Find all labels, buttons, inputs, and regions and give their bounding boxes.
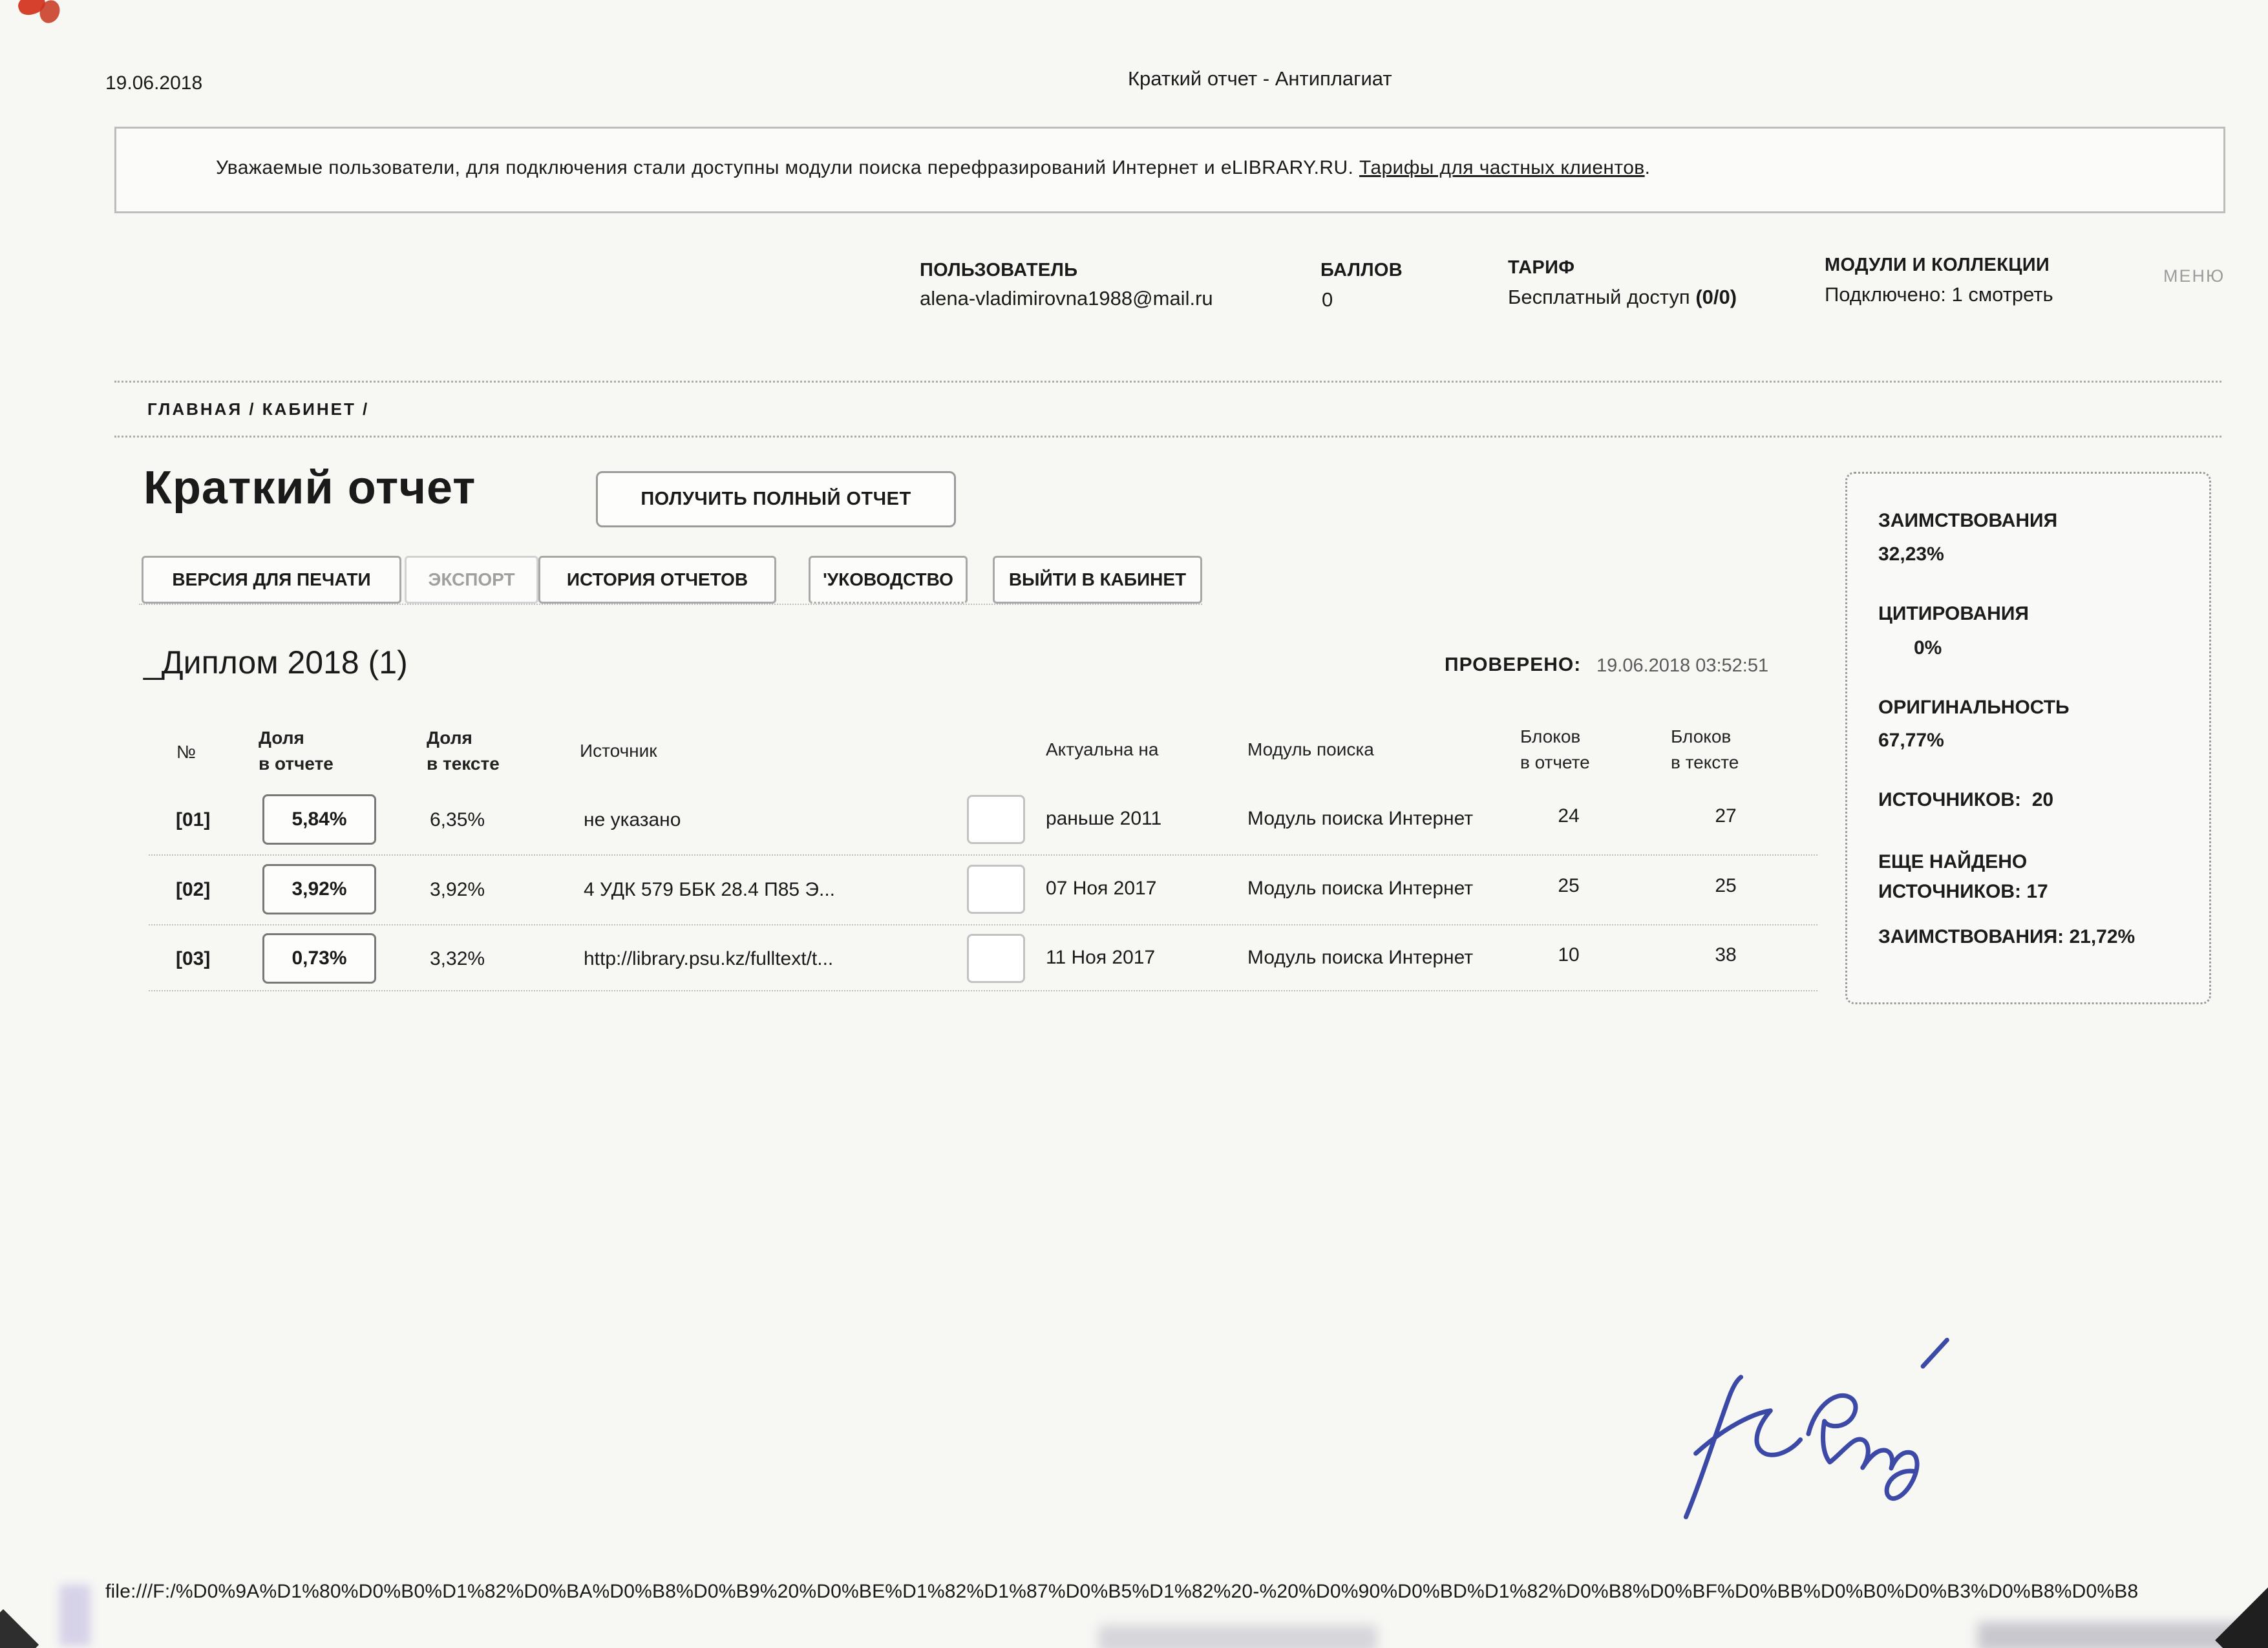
modules-label: МОДУЛИ И КОЛЛЕКЦИИ xyxy=(1825,255,2050,275)
borrowings2-label: ЗАИМСТВОВАНИЯ: xyxy=(1878,926,2064,947)
originality-label: ОРИГИНАЛЬНОСТЬ xyxy=(1878,697,2070,718)
row-divider xyxy=(149,924,1818,925)
tariff-name: Бесплатный доступ xyxy=(1508,286,1696,308)
tab-guide[interactable]: 'УКОВОДСТВО xyxy=(809,556,968,604)
more-found-label: ИСТОЧНИКОВ: xyxy=(1878,881,2022,902)
borrowings-value: 32,23% xyxy=(1878,544,1944,565)
document-title: _Диплом 2018 (1) xyxy=(143,644,408,681)
col-header-share-text-line1: Доля xyxy=(427,728,472,748)
col-header-blocks-text-line1: Блоков xyxy=(1671,726,1732,746)
handwritten-signature xyxy=(1629,1327,1965,1543)
actual-date: раньше 2011 xyxy=(1046,808,1162,829)
divider-tabs xyxy=(139,604,1202,605)
scan-corner-shadow xyxy=(2215,1585,2268,1648)
source-checkbox[interactable] xyxy=(967,865,1025,914)
checked-timestamp: 19.06.2018 03:52:51 xyxy=(1596,655,1769,676)
originality-value: 67,77% xyxy=(1878,730,1944,751)
page-title: Краткий отчет xyxy=(143,462,476,514)
col-header-share-report-line1: Доля xyxy=(259,728,304,748)
col-header-share-report-line2: в отчете xyxy=(259,754,334,774)
actual-date: 07 Ноя 2017 xyxy=(1046,878,1157,899)
tab-export[interactable]: ЭКСПОРТ xyxy=(405,556,538,604)
menu-button[interactable]: МЕНЮ xyxy=(2163,266,2225,286)
search-module: Модуль поиска Интернет xyxy=(1247,878,1474,899)
col-header-num: № xyxy=(176,742,196,762)
col-header-blocks-report-line1: Блоков xyxy=(1520,726,1581,746)
search-module: Модуль поиска Интернет xyxy=(1247,808,1474,829)
citations-value: 0% xyxy=(1914,637,1942,659)
more-found-line1: ЕЩЕ НАЙДЕНО xyxy=(1878,851,2028,872)
banner-message: Уважаемые пользователи, для подключения стали доступны модули поиска перефразирований Интернет и eLIBRARY.RU. xyxy=(216,157,1360,178)
blocks-in-report: 10 xyxy=(1558,944,1580,966)
borrowings2-value: 21,72% xyxy=(2069,926,2136,947)
col-header-blocks-text xyxy=(1671,724,1739,776)
banner-period: . xyxy=(1644,157,1651,178)
footer-file-url: file:///F:/%D0%9A%D1%80%D0%B0%D1%82%D0%BA%D0%B8%D0%B9%20%D0%BE%D1%82%D1%87%D0%B5%D1%82%20-%20%D0%90%D0%BD%D1%82%D0%B8%D0%BF%D0%BB%D0%B0%D0%B3%D0%B8%D0%B8 xyxy=(105,1581,2139,1602)
row-divider xyxy=(149,854,1818,856)
source-row-num: [02] xyxy=(176,879,211,900)
col-header-blocks-report-line2: в отчете xyxy=(1520,752,1590,772)
sources-count xyxy=(1878,789,2053,811)
modules-connected: Подключено: 1 xyxy=(1825,283,1969,306)
source-row-num: [03] xyxy=(176,948,211,969)
row-divider xyxy=(149,990,1818,991)
source-checkbox[interactable] xyxy=(967,795,1025,844)
borrowings-found-count xyxy=(1878,926,2135,948)
share-report-button[interactable]: 0,73% xyxy=(262,933,376,984)
breadcrumb[interactable]: ГЛАВНАЯ / КАБИНЕТ / xyxy=(147,399,370,419)
tariffs-link[interactable]: Тарифы для частных клиентов xyxy=(1359,157,1645,178)
citations-label: ЦИТИРОВАНИЯ xyxy=(1878,603,2029,624)
print-date: 19.06.2018 xyxy=(105,72,203,94)
source-name: 4 УДК 579 ББК 28.4 П85 Э... xyxy=(584,879,835,900)
blocks-in-report: 25 xyxy=(1558,875,1580,896)
more-found-value: 17 xyxy=(2026,881,2048,902)
scan-smudge xyxy=(1978,1622,2249,1648)
sources-value: 20 xyxy=(2031,789,2054,810)
get-full-report-button[interactable]: ПОЛУЧИТЬ ПОЛНЫЙ ОТЧЕТ xyxy=(596,471,956,527)
summary-panel xyxy=(1845,472,2211,1004)
col-header-share-text-line2: в тексте xyxy=(427,754,500,774)
col-header-actual: Актуальна на xyxy=(1046,739,1159,759)
tab-print-version[interactable]: ВЕРСИЯ ДЛЯ ПЕЧАТИ xyxy=(142,556,401,604)
tariff-label: ТАРИФ xyxy=(1508,257,1575,278)
blocks-in-text: 25 xyxy=(1715,875,1737,896)
share-text-value: 3,32% xyxy=(430,948,485,969)
col-header-share-report xyxy=(259,725,334,777)
col-header-blocks-report xyxy=(1520,724,1590,776)
col-header-module: Модуль поиска xyxy=(1247,739,1374,759)
actual-date: 11 Ноя 2017 xyxy=(1046,947,1156,968)
checked-label: ПРОВЕРЕНО: xyxy=(1445,654,1582,675)
share-text-value: 3,92% xyxy=(430,879,485,900)
borrowings-label: ЗАИМСТВОВАНИЯ xyxy=(1878,510,2058,531)
source-checkbox[interactable] xyxy=(967,934,1025,983)
divider-top xyxy=(114,381,2221,383)
scan-corner-shadow xyxy=(0,1609,39,1648)
blocks-in-report: 24 xyxy=(1558,805,1580,827)
tariff-quota: (0/0) xyxy=(1695,286,1737,308)
tab-report-history[interactable]: ИСТОРИЯ ОТЧЕТОВ xyxy=(538,556,776,604)
blocks-in-text: 38 xyxy=(1715,944,1737,966)
source-name: не указано xyxy=(584,809,681,830)
points-label: БАЛЛОВ xyxy=(1320,260,1403,280)
col-header-source: Источник xyxy=(580,741,657,761)
more-found-count xyxy=(1878,881,2048,903)
blocks-in-text: 27 xyxy=(1715,805,1737,827)
points-value: 0 xyxy=(1322,288,1333,311)
tariff-value xyxy=(1508,286,1737,309)
modules-value xyxy=(1825,283,2053,306)
banner-text xyxy=(216,157,1650,179)
col-header-blocks-text-line2: в тексте xyxy=(1671,752,1739,772)
share-text-value: 6,35% xyxy=(430,809,485,830)
print-page-title: Краткий отчет - Антиплагиат xyxy=(1128,67,1392,90)
scan-smudge xyxy=(59,1585,90,1646)
search-module: Модуль поиска Интернет xyxy=(1247,947,1474,968)
tab-exit-to-cabinet[interactable]: ВЫЙТИ В КАБИНЕТ xyxy=(993,556,1202,604)
user-label: ПОЛЬЗОВАТЕЛЬ xyxy=(920,260,1078,280)
user-email: alena-vladimirovna1988@mail.ru xyxy=(920,287,1213,310)
modules-view-link[interactable]: смотреть xyxy=(1968,283,2053,306)
source-name: http://library.psu.kz/fulltext/t... xyxy=(584,948,834,969)
divider-breadcrumb xyxy=(114,436,2221,438)
scan-smudge xyxy=(1099,1625,1377,1648)
col-header-share-text xyxy=(427,725,500,777)
share-report-button[interactable]: 5,84% xyxy=(262,794,376,845)
source-row-num: [01] xyxy=(176,809,211,830)
share-report-button[interactable]: 3,92% xyxy=(262,864,376,914)
sources-label: ИСТОЧНИКОВ: xyxy=(1878,789,2022,810)
notification-banner xyxy=(114,127,2225,213)
